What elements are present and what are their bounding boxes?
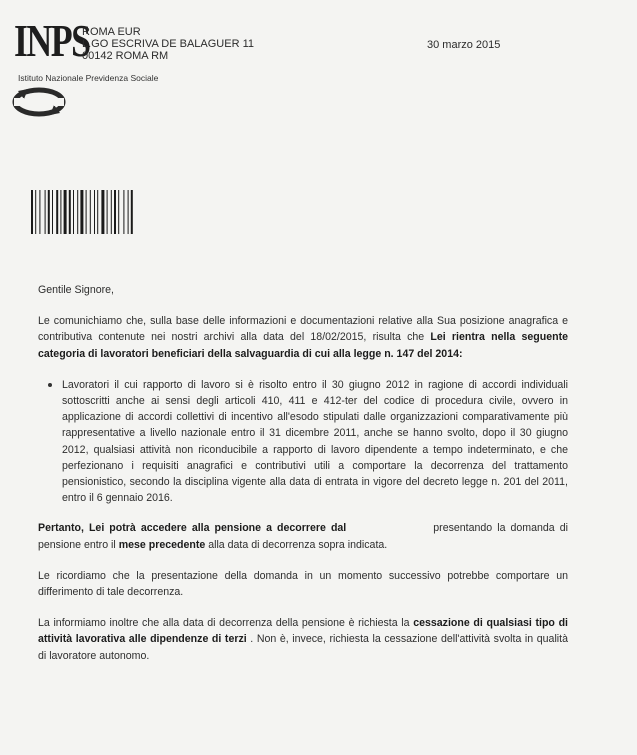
barcode-bar [107, 190, 108, 234]
address-line: 00142 ROMA RM [82, 50, 169, 62]
greeting: Gentile Signore, [38, 284, 114, 296]
barcode-bar [52, 190, 53, 234]
barcode-bar [64, 190, 67, 234]
sender-address [82, 26, 254, 62]
barcode-bar [45, 190, 46, 234]
barcode-bar [69, 190, 71, 234]
logo-subtitle: Istituto Nazionale Previdenza Sociale [18, 73, 159, 83]
barcode-bar [97, 190, 98, 234]
barcode-bar [86, 190, 87, 234]
letter-body [38, 282, 568, 679]
barcode-bar [118, 190, 119, 234]
category-list [38, 377, 568, 507]
cessation-text-1: La informiamo inoltre che alla data di decorrenza della pensione è richiesta la [38, 617, 414, 630]
intro-bold-text: Lei rientra nella seguente categoria di lavoratori beneficiari della salvaguardia di cui alla legge n. 147 del 2014: [38, 331, 568, 360]
address-line: L.GO ESCRIVA DE BALAGUER 11 [82, 38, 254, 50]
letter-date: 30 marzo 2015 [427, 39, 501, 51]
barcode-bar [73, 190, 74, 234]
list-item [38, 377, 568, 507]
barcode-bar [60, 190, 61, 234]
barcode-bar [80, 190, 83, 234]
barcode-bar [123, 190, 124, 234]
pension-text-1: presentando la domanda di pensione entro il [38, 522, 568, 551]
pension-text-2: alla data di decorrenza sopra indicata. [205, 538, 388, 551]
barcode-bar [31, 190, 33, 234]
paragraph-pension [38, 520, 568, 552]
category-text: Lavoratori il cui rapporto di lavoro si è risolto entro il 30 giugno 2012 in ragione di accordi individuali sottoscritti anche ai sensi degli articoli 410, 411 e 412-ter del codice di procedura civile, ovvero in applicazione di accordi collettivi di incentivo all'esodo stipulati dalle organizzazioni comparativamente più rappresentative a livello nazionale entro il 31 dicembre 2011, anche se hanno svolto, dopo il 30 giugno 2012, qualsiasi attività non riconducibile a rapporto di lavoro dipendente a tempo indeterminato, e che perfezionano i requisiti anagrafici e contributivi utili a comportare la decorrenza del trattamento pensionistico, secondo la disciplina vigente alla data di entrata in vigore del decreto legge n. 201 del 2011, entro il 6 gennaio 2016. [62, 378, 568, 505]
cessation-text-2: . Non è, invece, richiesta la cessazione dell'attività svolta in qualità di lavoratore autonomo. [38, 633, 568, 662]
barcode-bar [94, 190, 95, 234]
intro-text: Le comunichiamo che, sulla base delle informazioni e documentazioni relative alla Sua posizione anagrafica e contributiva contenute nei nostri archivi alla data del 18/02/2015, risulta che [38, 315, 568, 344]
cessation-bold-text: cessazione di qualsiasi tipo di attività lavorativa alle dipendenze di terzi [38, 617, 568, 646]
barcode-bar [35, 190, 36, 234]
barcode-bar [111, 190, 112, 234]
barcode-bar [131, 190, 133, 234]
barcode-bar [48, 190, 50, 234]
barcode-bar [39, 190, 40, 234]
paragraph-cessation [38, 615, 568, 664]
barcode-bar [101, 190, 104, 234]
address-line: ROMA EUR [82, 26, 141, 38]
barcode-bar [114, 190, 116, 234]
barcode-bar [90, 190, 91, 234]
barcode [31, 190, 161, 239]
paragraph-intro [38, 313, 568, 362]
barcode-bar [56, 190, 58, 234]
barcode-bar [128, 190, 129, 234]
barcode-bar [77, 190, 78, 234]
recycle-arrows-icon [10, 85, 68, 124]
pension-bold-month: mese precedente [118, 538, 206, 551]
logo-text: INPS [14, 15, 90, 66]
pension-bold-text: Pertanto, Lei potrà accedere alla pensione a decorrere dal [38, 522, 347, 535]
bullet-icon [48, 383, 52, 387]
paragraph-reminder: Le ricordiamo che la presentazione della domanda in un momento successivo potrebbe comportare un differimento di tale decorrenza. [38, 569, 568, 599]
